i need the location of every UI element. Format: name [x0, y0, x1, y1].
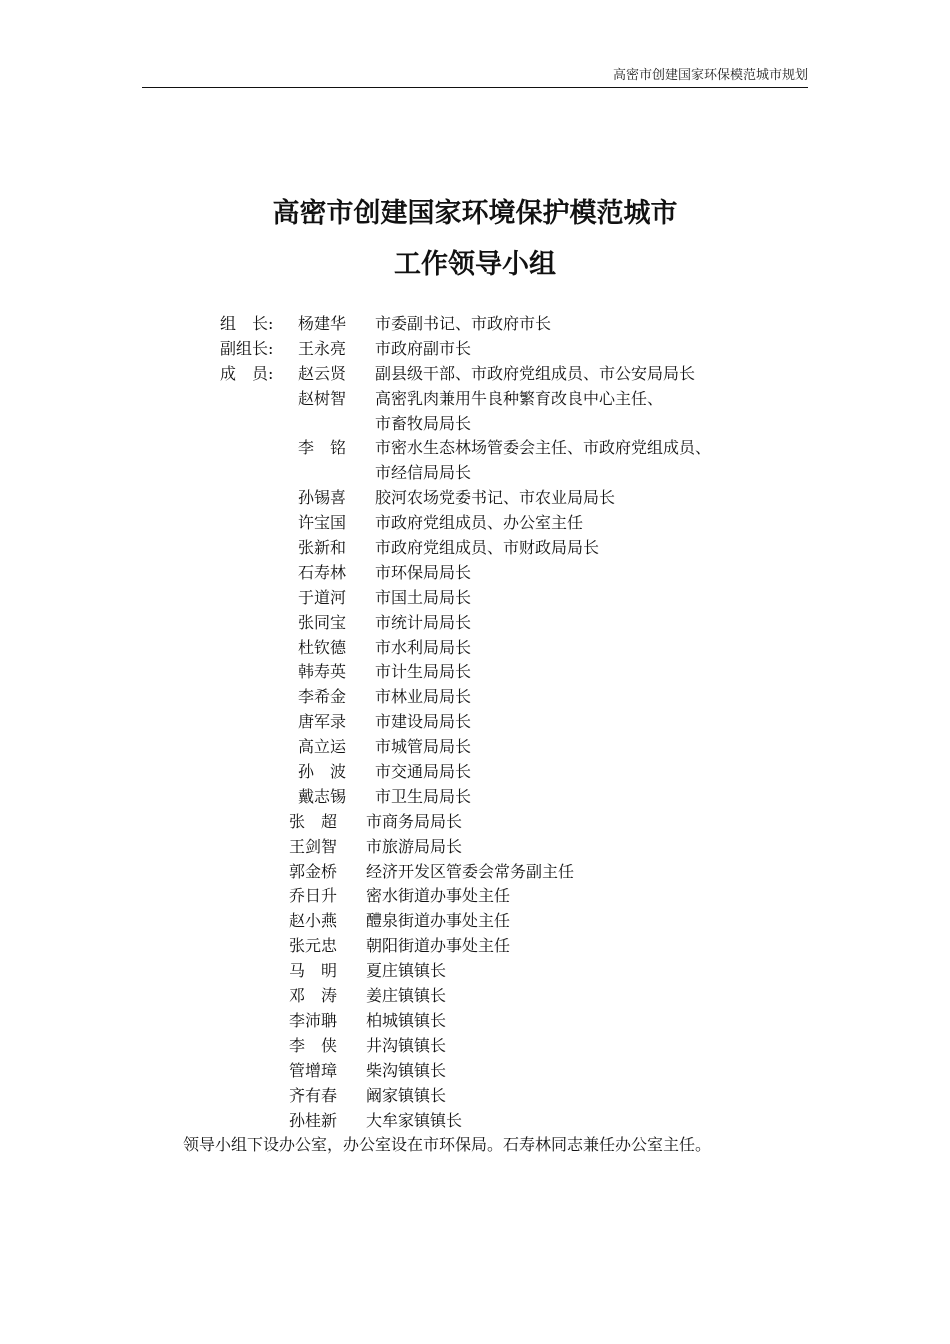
member-position: 市水利局局长: [375, 637, 472, 657]
member-name: 石寿林: [298, 562, 347, 582]
member-position: 市计生局局长: [375, 662, 472, 682]
member-position: 大牟家镇镇长: [366, 1110, 463, 1130]
member-name: 齐有春: [289, 1085, 338, 1105]
member-position: 副县级干部、市政府党组成员、市公安局局长: [375, 363, 696, 383]
roster-row: [0, 934, 950, 959]
role-label-member: 成 员:: [220, 363, 274, 383]
roster-row: [0, 710, 950, 735]
member-name: 李 铭: [298, 438, 347, 458]
member-position: 柴沟镇镇长: [366, 1060, 447, 1080]
member-name: 马 明: [289, 961, 338, 981]
roster-row: [0, 611, 950, 636]
member-name: 李希金: [298, 687, 347, 707]
member-name: 于道河: [298, 587, 347, 607]
member-position: 市统计局局长: [375, 612, 472, 632]
member-position: 市政府副市长: [375, 338, 472, 358]
member-position: 柏城镇镇长: [366, 1010, 447, 1030]
member-roster: [0, 312, 950, 1133]
member-position: 朝阳街道办事处主任: [366, 936, 511, 956]
roster-row: [0, 387, 950, 412]
roster-row: [0, 362, 950, 387]
member-position: 市交通局局长: [375, 762, 472, 782]
document-title-line-2: 工作领导小组: [394, 249, 556, 280]
roster-row: [0, 1109, 950, 1134]
member-position: 经济开发区管委会常务副主任: [366, 861, 575, 881]
member-name: 孙 波: [298, 762, 347, 782]
roster-row: [0, 760, 950, 785]
roster-row: [0, 810, 950, 835]
member-position: 井沟镇镇长: [366, 1035, 447, 1055]
member-name: 张新和: [298, 538, 347, 558]
member-name: 戴志锡: [298, 786, 347, 806]
member-position: 市畜牧局局长: [375, 413, 472, 433]
member-position: 市经信局局长: [375, 463, 472, 483]
member-name: 李 侠: [289, 1035, 338, 1055]
member-position: 市环保局局长: [375, 562, 472, 582]
running-header-text: 高密市创建国家环保模范城市规划: [612, 68, 808, 83]
roster-row: [0, 561, 950, 586]
running-header: [142, 68, 808, 88]
roster-row: [0, 735, 950, 760]
member-position: 市建设局局长: [375, 712, 472, 732]
roster-row: [0, 1034, 950, 1059]
roster-row: [0, 660, 950, 685]
member-name: 唐军录: [298, 712, 347, 732]
roster-row: [0, 486, 950, 511]
member-position: 阚家镇镇长: [366, 1085, 447, 1105]
member-name: 高立运: [298, 737, 347, 757]
member-name: 乔日升: [289, 886, 338, 906]
member-position: 市国土局局长: [375, 587, 472, 607]
member-name: 管增璋: [289, 1060, 338, 1080]
member-name: 张同宝: [298, 612, 347, 632]
roster-row: [0, 1059, 950, 1084]
roster-row: [0, 860, 950, 885]
roster-row: [0, 685, 950, 710]
roster-row: [0, 909, 950, 934]
roster-row: [0, 312, 950, 337]
roster-row: [0, 785, 950, 810]
member-position: 市旅游局局长: [366, 836, 463, 856]
member-position: 胶河农场党委书记、市农业局局长: [375, 488, 616, 508]
roster-row-continuation: [0, 412, 950, 437]
member-name: 张元忠: [289, 936, 338, 956]
member-name: 李沛聃: [289, 1010, 338, 1030]
member-position: 市商务局局长: [366, 811, 463, 831]
member-position: 醴泉街道办事处主任: [366, 911, 511, 931]
roster-row: [0, 586, 950, 611]
member-position: 市城管局局长: [375, 737, 472, 757]
document-title-line-1: 高密市创建国家环境保护模范城市: [272, 198, 678, 229]
roster-row: [0, 337, 950, 362]
member-name: 许宝国: [298, 513, 347, 533]
member-name: 邓 涛: [289, 986, 338, 1006]
member-position: 市卫生局局长: [375, 786, 472, 806]
member-name: 孙锡喜: [298, 488, 347, 508]
member-position: 市政府党组成员、办公室主任: [375, 513, 584, 533]
roster-row: [0, 1009, 950, 1034]
roster-row-continuation: [0, 461, 950, 486]
member-name: 赵树智: [298, 388, 347, 408]
roster-row: [0, 984, 950, 1009]
member-position: 高密乳肉兼用牛良种繁育改良中心主任、: [375, 388, 664, 408]
member-position: 市密水生态林场管委会主任、市政府党组成员、: [375, 438, 712, 458]
member-name: 张 超: [289, 811, 338, 831]
member-position: 夏庄镇镇长: [366, 961, 447, 981]
roster-row: [0, 835, 950, 860]
roster-row: [0, 511, 950, 536]
roster-row: [0, 959, 950, 984]
member-name: 杜钦德: [298, 637, 347, 657]
roster-row: [0, 436, 950, 461]
role-label-deputy: 副组长:: [220, 338, 274, 358]
member-name: 郭金桥: [289, 861, 338, 881]
member-position: 市林业局局长: [375, 687, 472, 707]
office-note: 领导小组下设办公室，办公室设在市环保局。石寿林同志兼任办公室主任。: [183, 1135, 712, 1154]
member-name: 王永亮: [298, 338, 347, 358]
roster-row: [0, 884, 950, 909]
role-label-leader: 组 长:: [220, 314, 274, 333]
member-name: 王剑智: [289, 836, 338, 856]
roster-row: [0, 1084, 950, 1109]
roster-row: [0, 636, 950, 661]
member-position: 市政府党组成员、市财政局局长: [375, 538, 600, 558]
member-name: 赵云贤: [298, 363, 347, 383]
roster-row: [0, 536, 950, 561]
member-position: 密水街道办事处主任: [366, 886, 511, 906]
member-position: 市委副书记、市政府市长: [375, 314, 552, 333]
member-name: 杨建华: [298, 314, 347, 333]
member-name: 赵小燕: [289, 911, 338, 931]
member-position: 姜庄镇镇长: [366, 986, 447, 1006]
member-name: 孙桂新: [289, 1110, 338, 1130]
member-name: 韩寿英: [298, 662, 347, 682]
